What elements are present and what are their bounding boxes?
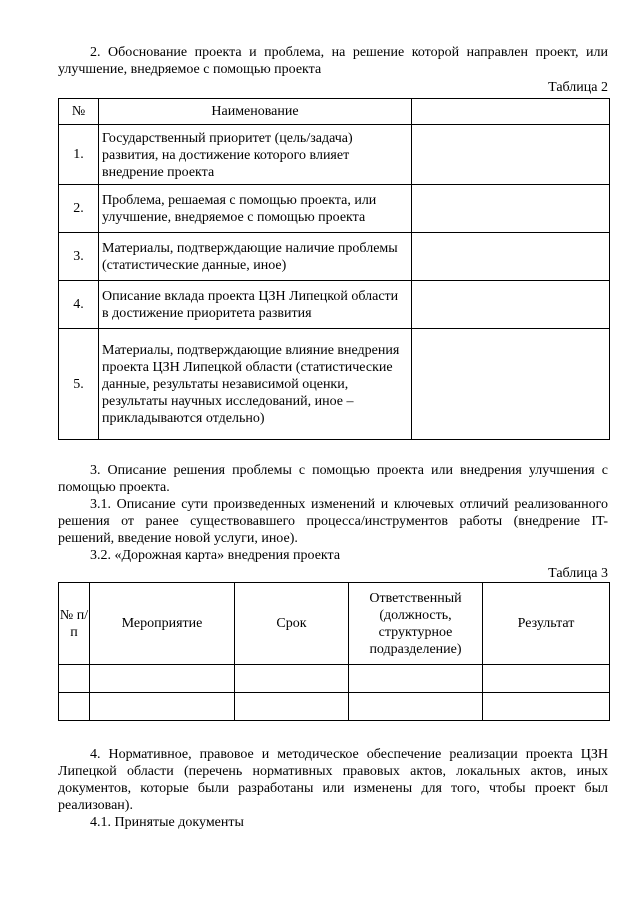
table-3-caption: Таблица 3 [548, 566, 608, 581]
table-cell [90, 665, 235, 693]
row-value [412, 125, 610, 185]
row-name: Государственный приоритет (цель/задача) развития, на достижение которого влияет внедрение проекта [99, 125, 412, 185]
table-3-header-row [59, 583, 610, 665]
section-2-heading: 2. Обоснование проекта и проблема, на решение которой направлен проект, или улучшение, внедряемое с помощью проекта [58, 45, 608, 77]
table-cell [483, 665, 610, 693]
row-value [412, 281, 610, 329]
table-2-header-empty [412, 99, 610, 125]
table-cell [349, 693, 483, 721]
row-number: 4. [59, 281, 99, 329]
row-name: Материалы, подтверждающие влияние внедрения проекта ЦЗН Липецкой области (статистические данные, результаты независимой оценки, результаты научных исследований, иное – прикладываются отдельно) [99, 329, 412, 440]
table-cell [59, 693, 90, 721]
table-3 [58, 582, 610, 721]
table-row [59, 693, 610, 721]
table-3-header-num: № п/п [59, 583, 90, 665]
table-row [59, 233, 610, 281]
table-row [59, 665, 610, 693]
table-3-header-term: Срок [235, 583, 349, 665]
row-name: Описание вклада проекта ЦЗН Липецкой области в достижение приоритета развития [99, 281, 412, 329]
table-row [59, 125, 610, 185]
table-3-header-responsible: Ответственный (должность, структурное подразделение) [349, 583, 483, 665]
row-name: Материалы, подтверждающие наличие проблемы (статистические данные, иное) [99, 233, 412, 281]
table-2-header-row [59, 99, 610, 125]
row-value [412, 329, 610, 440]
table-row [59, 329, 610, 440]
table-3-header-result: Результат [483, 583, 610, 665]
section-3-heading: 3. Описание решения проблемы с помощью проекта или внедрения улучшения с помощью проекта. [58, 463, 608, 495]
section-4-1-text: 4.1. Принятые документы [90, 815, 244, 830]
table-cell [235, 665, 349, 693]
table-cell [90, 693, 235, 721]
row-value [412, 233, 610, 281]
table-row [59, 185, 610, 233]
table-2-header-name: Наименование [99, 99, 412, 125]
section-3-1-text: 3.1. Описание сути произведенных изменений и ключевых отличий реализованного решения от ранее существовавшего процесса/инструментов работы (внедрение IT-решений, введение новой услуги, иное). [58, 497, 608, 546]
row-number: 2. [59, 185, 99, 233]
table-cell [235, 693, 349, 721]
table-2-header-num: № [59, 99, 99, 125]
table-cell [59, 665, 90, 693]
row-number: 5. [59, 329, 99, 440]
table-cell [483, 693, 610, 721]
table-2 [58, 98, 610, 440]
row-value [412, 185, 610, 233]
row-number: 3. [59, 233, 99, 281]
table-2-caption: Таблица 2 [548, 80, 608, 95]
table-cell [349, 665, 483, 693]
row-name: Проблема, решаемая с помощью проекта, или улучшение, внедряемое с помощью проекта [99, 185, 412, 233]
section-3-2-text: 3.2. «Дорожная карта» внедрения проекта [90, 548, 341, 563]
table-3-header-event: Мероприятие [90, 583, 235, 665]
section-4-heading: 4. Нормативное, правовое и методическое обеспечение реализации проекта ЦЗН Липецкой области (перечень нормативных правовых актов, локальных актов, иных документов, которые были разработаны или изменены для того, чтобы проект был реализован). [58, 747, 608, 813]
document-page [58, 44, 608, 831]
table-row [59, 281, 610, 329]
row-number: 1. [59, 125, 99, 185]
